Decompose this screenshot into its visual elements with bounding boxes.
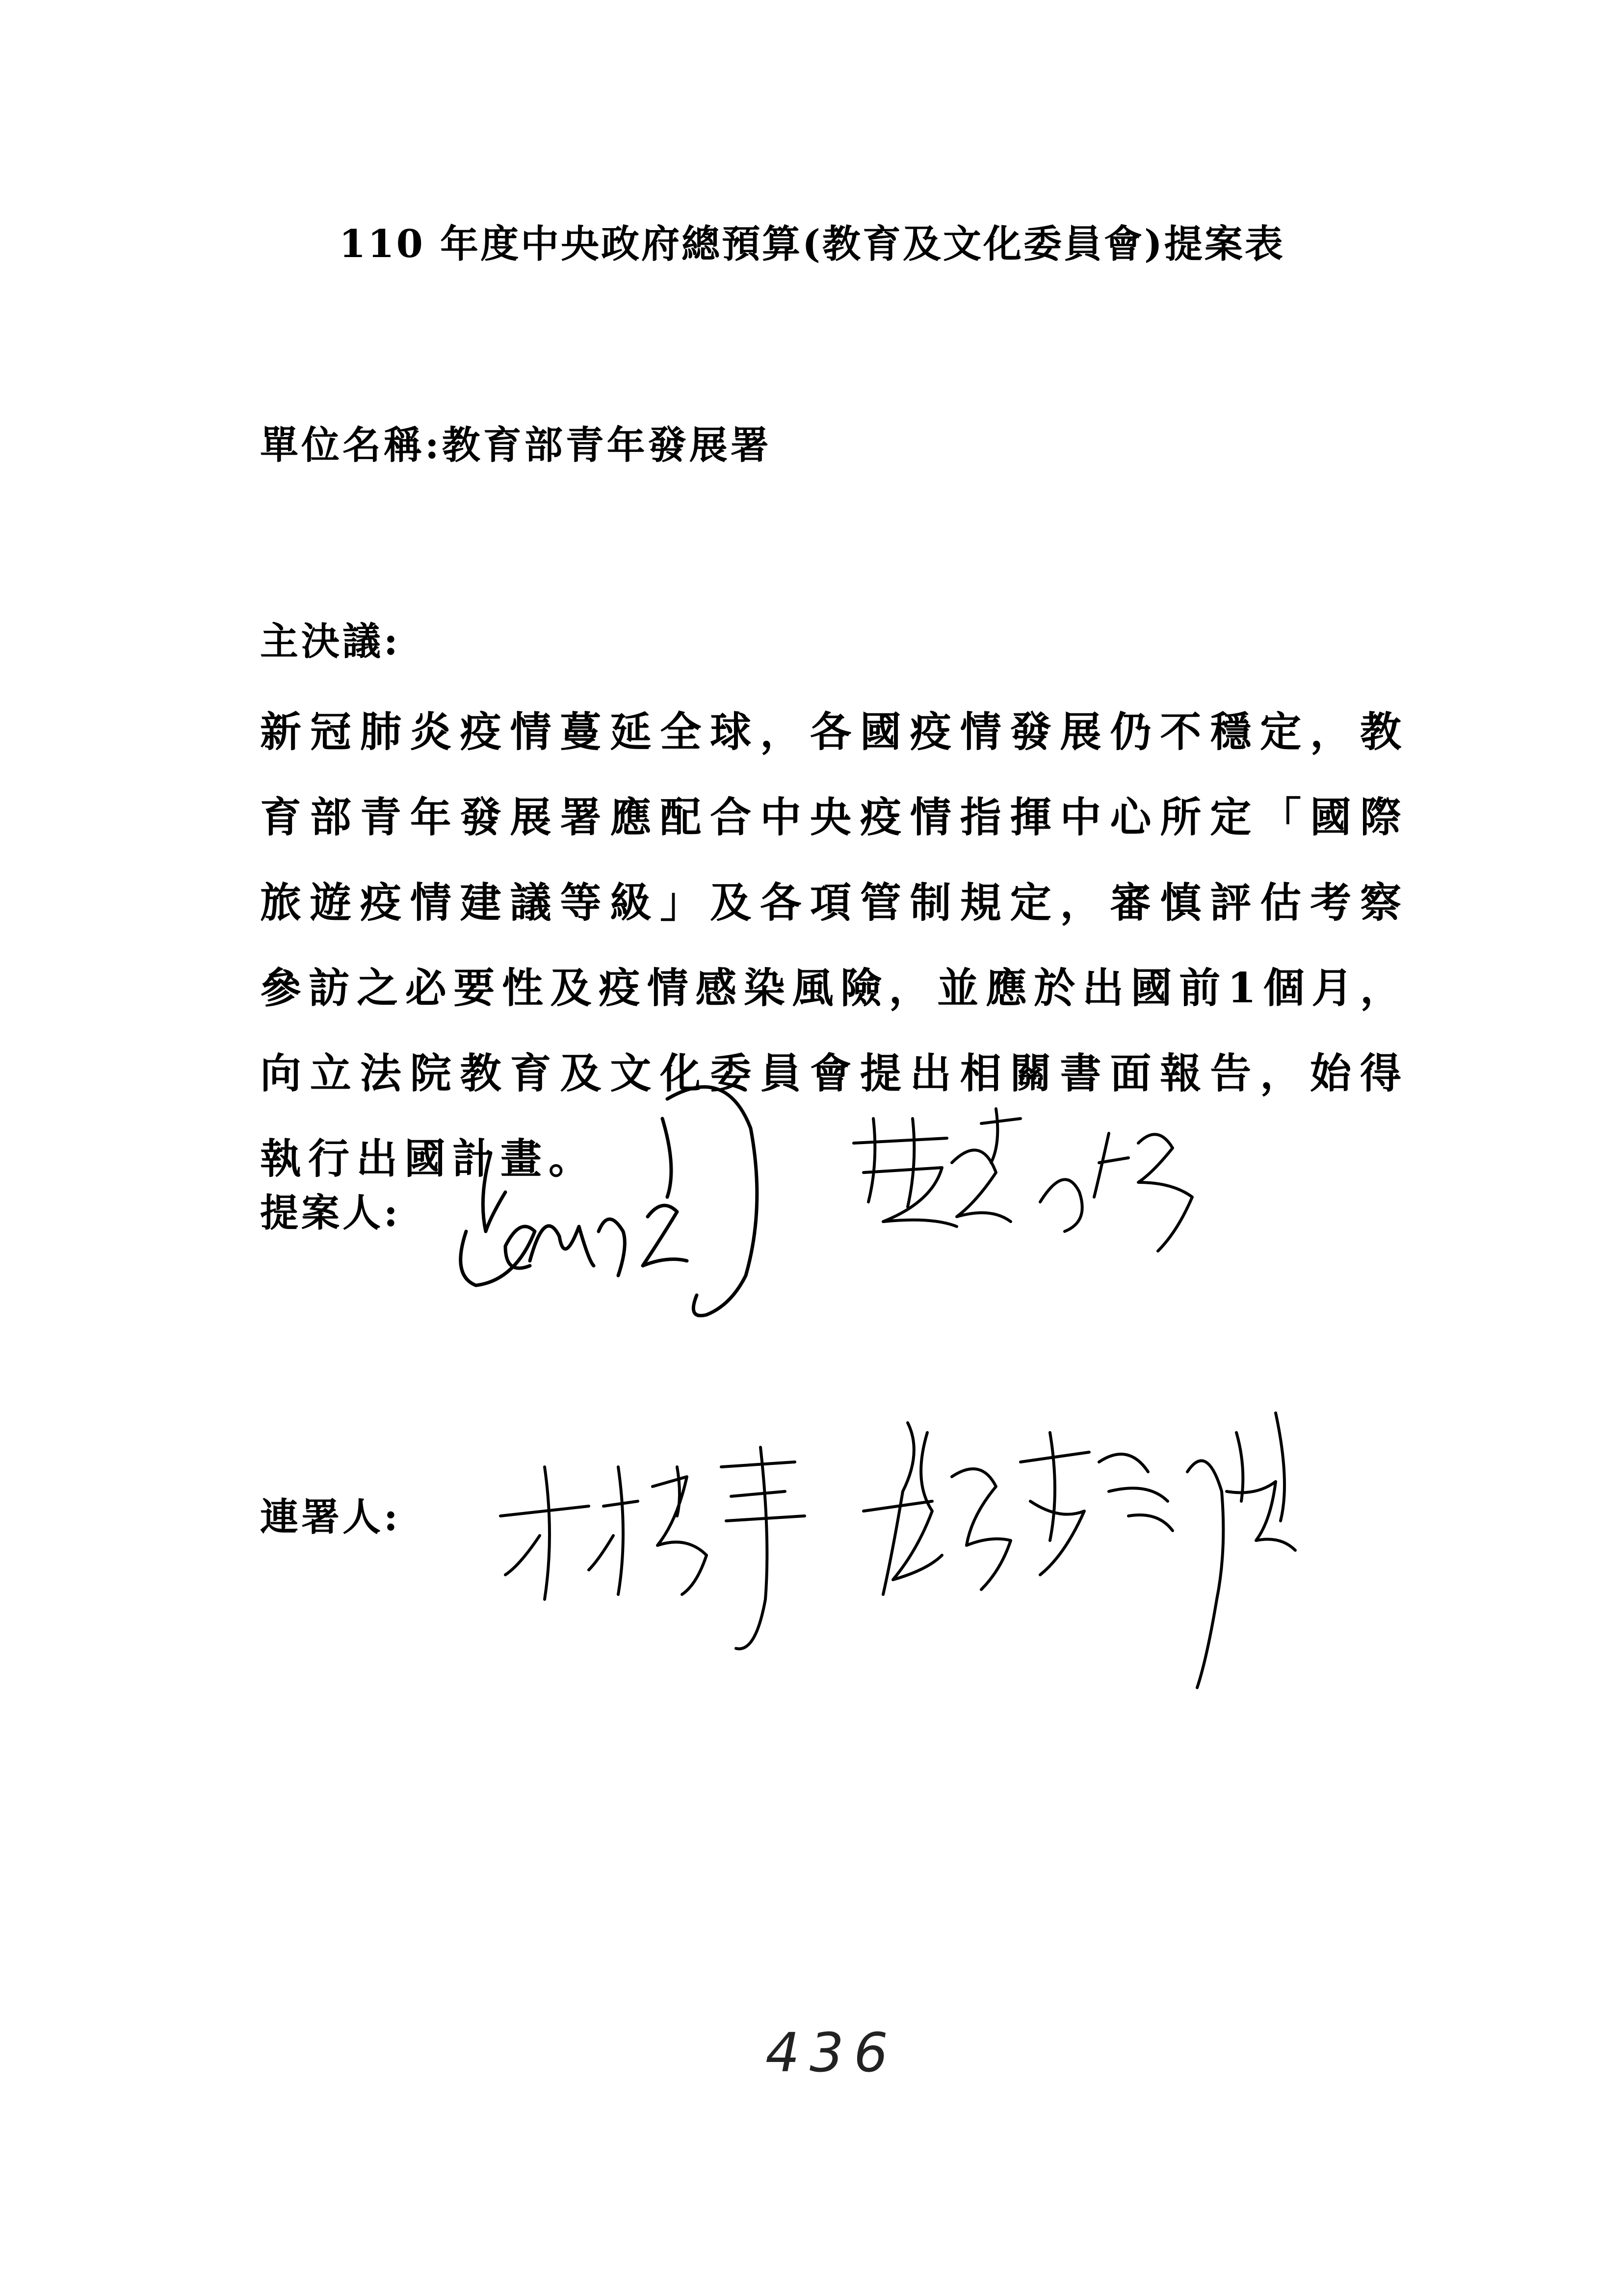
proposer-label: 提案人: xyxy=(260,1191,401,1235)
proposer-signature-2 xyxy=(834,1104,1207,1280)
unit-name: 單位名稱:教育部青年發展署 xyxy=(260,423,772,468)
resolution-text: 新冠肺炎疫情蔓延全球，各國疫情發展仍不穩定，教育部青年發展署應配合中央疫情指揮中心所定「國際旅遊疫情建議等級」及各項管制規定，審慎評估考察參訪之必要性及疫情感染風險，並應於出國前1個月，向立法院教育及文化委員會提出相關書面報告，始得執行出國計畫。 xyxy=(260,707,1408,1183)
cosigner-label: 連署人: xyxy=(260,1495,401,1539)
cosigner-signature-1 xyxy=(491,1437,834,1673)
document-title: 110 年度中央政府總預算(教育及文化委員會)提案表 xyxy=(339,222,1285,266)
page-number: 436 xyxy=(765,2021,898,2084)
cosigner-signature-2 xyxy=(854,1393,1325,1697)
resolution-heading: 主決議: xyxy=(260,619,401,664)
proposer-signature-1 xyxy=(432,1070,824,1344)
